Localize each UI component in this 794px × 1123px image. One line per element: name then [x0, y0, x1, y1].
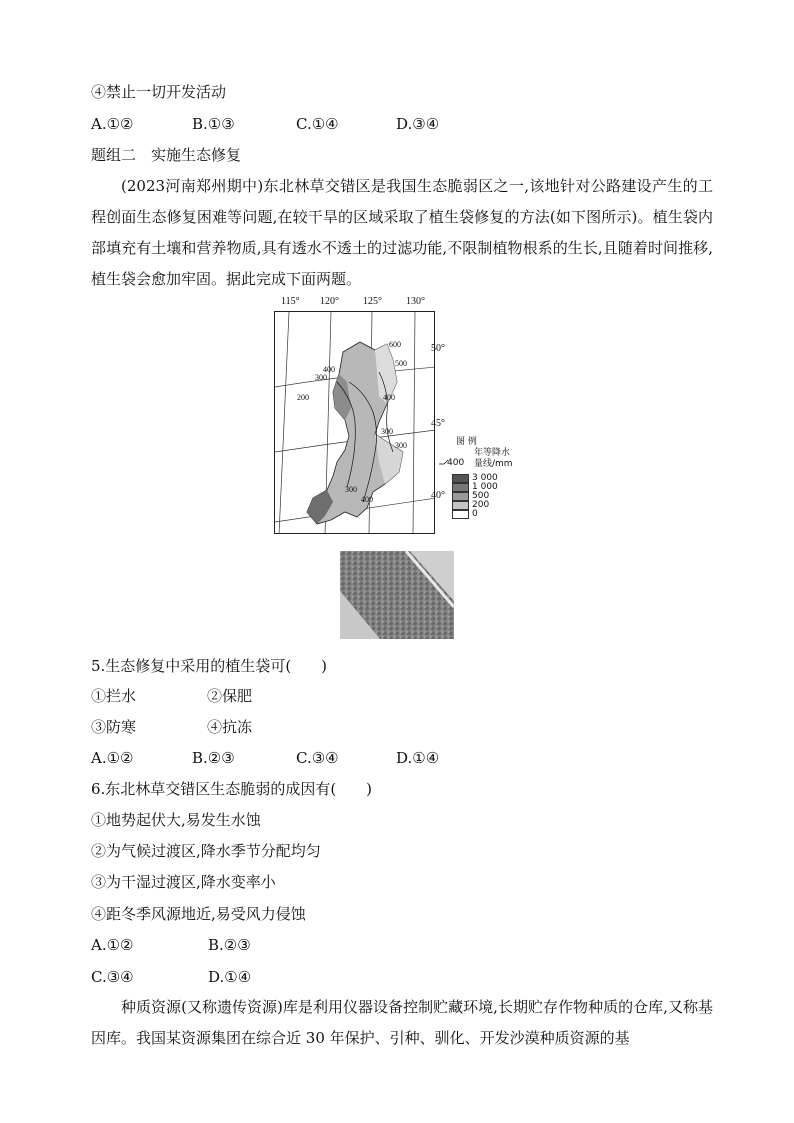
q6-item-2: ②为气候过渡区,降水季节分配均匀 — [91, 842, 321, 860]
q4-option-a[interactable]: A.①② — [91, 115, 134, 133]
q5-item-1: ①拦水 — [91, 687, 137, 705]
isoline-label-600: 600 — [389, 340, 401, 349]
q6-option-d[interactable]: D.①④ — [208, 968, 252, 986]
q4-option-d[interactable]: D.③④ — [396, 115, 440, 133]
q5-option-c[interactable]: C.③④ — [296, 749, 339, 767]
isoline-label-400c: 400 — [361, 495, 373, 504]
planting-bag-photo — [340, 551, 454, 639]
q4-item-4: ④禁止一切开发活动 — [91, 83, 227, 101]
lon-label-115: 115° — [281, 296, 300, 307]
q6-item-3: ③为干湿过渡区,降水变率小 — [91, 873, 276, 891]
lat-label-45: 45° — [431, 418, 445, 429]
q5-item-2: ②保肥 — [207, 687, 253, 705]
isoline-label-300b: 300 — [381, 427, 393, 436]
isoline-label-200: 200 — [297, 393, 309, 402]
legend-bin-row — [452, 510, 528, 519]
q4-option-c[interactable]: C.①④ — [296, 115, 339, 133]
q5-option-b[interactable]: B.②③ — [192, 749, 235, 767]
final-text: 种质资源(又称遗传资源)库是利用仪器设备控制贮藏环境,长期贮存作物种质的仓库,又称基因库。我国某资源集团在综合近 30 年保护、引种、驯化、开发沙漠种质资源的基 — [91, 998, 713, 1047]
legend-isoline — [438, 448, 528, 472]
q5-option-d[interactable]: D.①④ — [396, 749, 440, 767]
q6-option-c[interactable]: C.③④ — [91, 968, 134, 986]
lon-label-120: 120° — [320, 296, 339, 307]
isoline-label-300d: 300 — [345, 485, 357, 494]
q5-item-3: ③防寒 — [91, 718, 137, 736]
q5-stem: 5.生态修复中采用的植生袋可( ) — [91, 657, 328, 675]
legend-bin-row — [452, 492, 528, 501]
isoline-label-400b: 400 — [383, 393, 395, 402]
q5-item-4: ④抗冻 — [207, 718, 253, 736]
section-title: 题组二 实施生态修复 — [91, 146, 242, 164]
map-legend — [438, 437, 528, 519]
isoline-label-500: 500 — [395, 359, 407, 368]
q6-option-b[interactable]: B.②③ — [208, 936, 251, 954]
precipitation-map — [274, 311, 435, 534]
q4-option-b[interactable]: B.①③ — [192, 115, 235, 133]
isoline-label-400a: 400 — [323, 365, 335, 374]
legend-bin-label: 1 000 — [472, 482, 498, 492]
q6-item-4: ④距冬季风源地近,易受风力侵蚀 — [91, 905, 306, 923]
lat-label-50: 50° — [431, 343, 445, 354]
legend-swatch — [452, 474, 469, 483]
legend-isoline-value: 400 — [447, 458, 465, 468]
legend-bin-label: 0 — [472, 509, 478, 519]
legend-isoline-desc-2: 量线/mm — [474, 459, 513, 469]
intro-paragraph — [91, 171, 713, 295]
legend-bin-row — [452, 501, 528, 510]
legend-title: 图 例 — [456, 437, 477, 447]
photo-svg — [340, 551, 454, 639]
lon-line-130 — [413, 312, 415, 534]
legend-swatch — [452, 483, 469, 492]
legend-swatch — [452, 492, 469, 501]
lon-line-115 — [279, 312, 289, 534]
legend-swatch — [452, 510, 469, 519]
legend-isoline-desc-1: 年等降水 — [474, 448, 511, 458]
legend-bins — [452, 474, 528, 519]
legend-bin-label: 500 — [472, 491, 490, 501]
final-paragraph — [91, 992, 713, 1054]
q6-option-a[interactable]: A.①② — [91, 936, 134, 954]
isoline-label-300c: 300 — [395, 441, 407, 450]
q6-item-1: ①地势起伏大,易发生水蚀 — [91, 811, 261, 829]
isoline-label-300a: 300 — [315, 373, 327, 382]
intro-text: (2023河南郑州期中)东北林草交错区是我国生态脆弱区之一,该地针对公路建设产生的工程创面生态修复困难等问题,在较干旱的区域采取了植生袋修复的方法(如下图所示)。植生袋内部填充有土壤和营养物质,具有透水不透土的过滤功能,不限制植物根系的生长,且随着时间推移,植生袋会愈加牢固。据此完成下面两题。 — [91, 177, 713, 288]
lon-label-125: 125° — [363, 296, 382, 307]
legend-bin-label: 200 — [472, 500, 490, 510]
lon-label-130: 130° — [406, 296, 425, 307]
q5-option-a[interactable]: A.①② — [91, 749, 134, 767]
lat-label-40: 40° — [431, 490, 445, 501]
legend-swatch — [452, 501, 469, 510]
map-svg — [275, 312, 435, 534]
legend-bin-label: 3 000 — [472, 473, 498, 483]
legend-bin-row — [452, 483, 528, 492]
q6-stem: 6.东北林草交错区生态脆弱的成因有( ) — [91, 780, 373, 798]
